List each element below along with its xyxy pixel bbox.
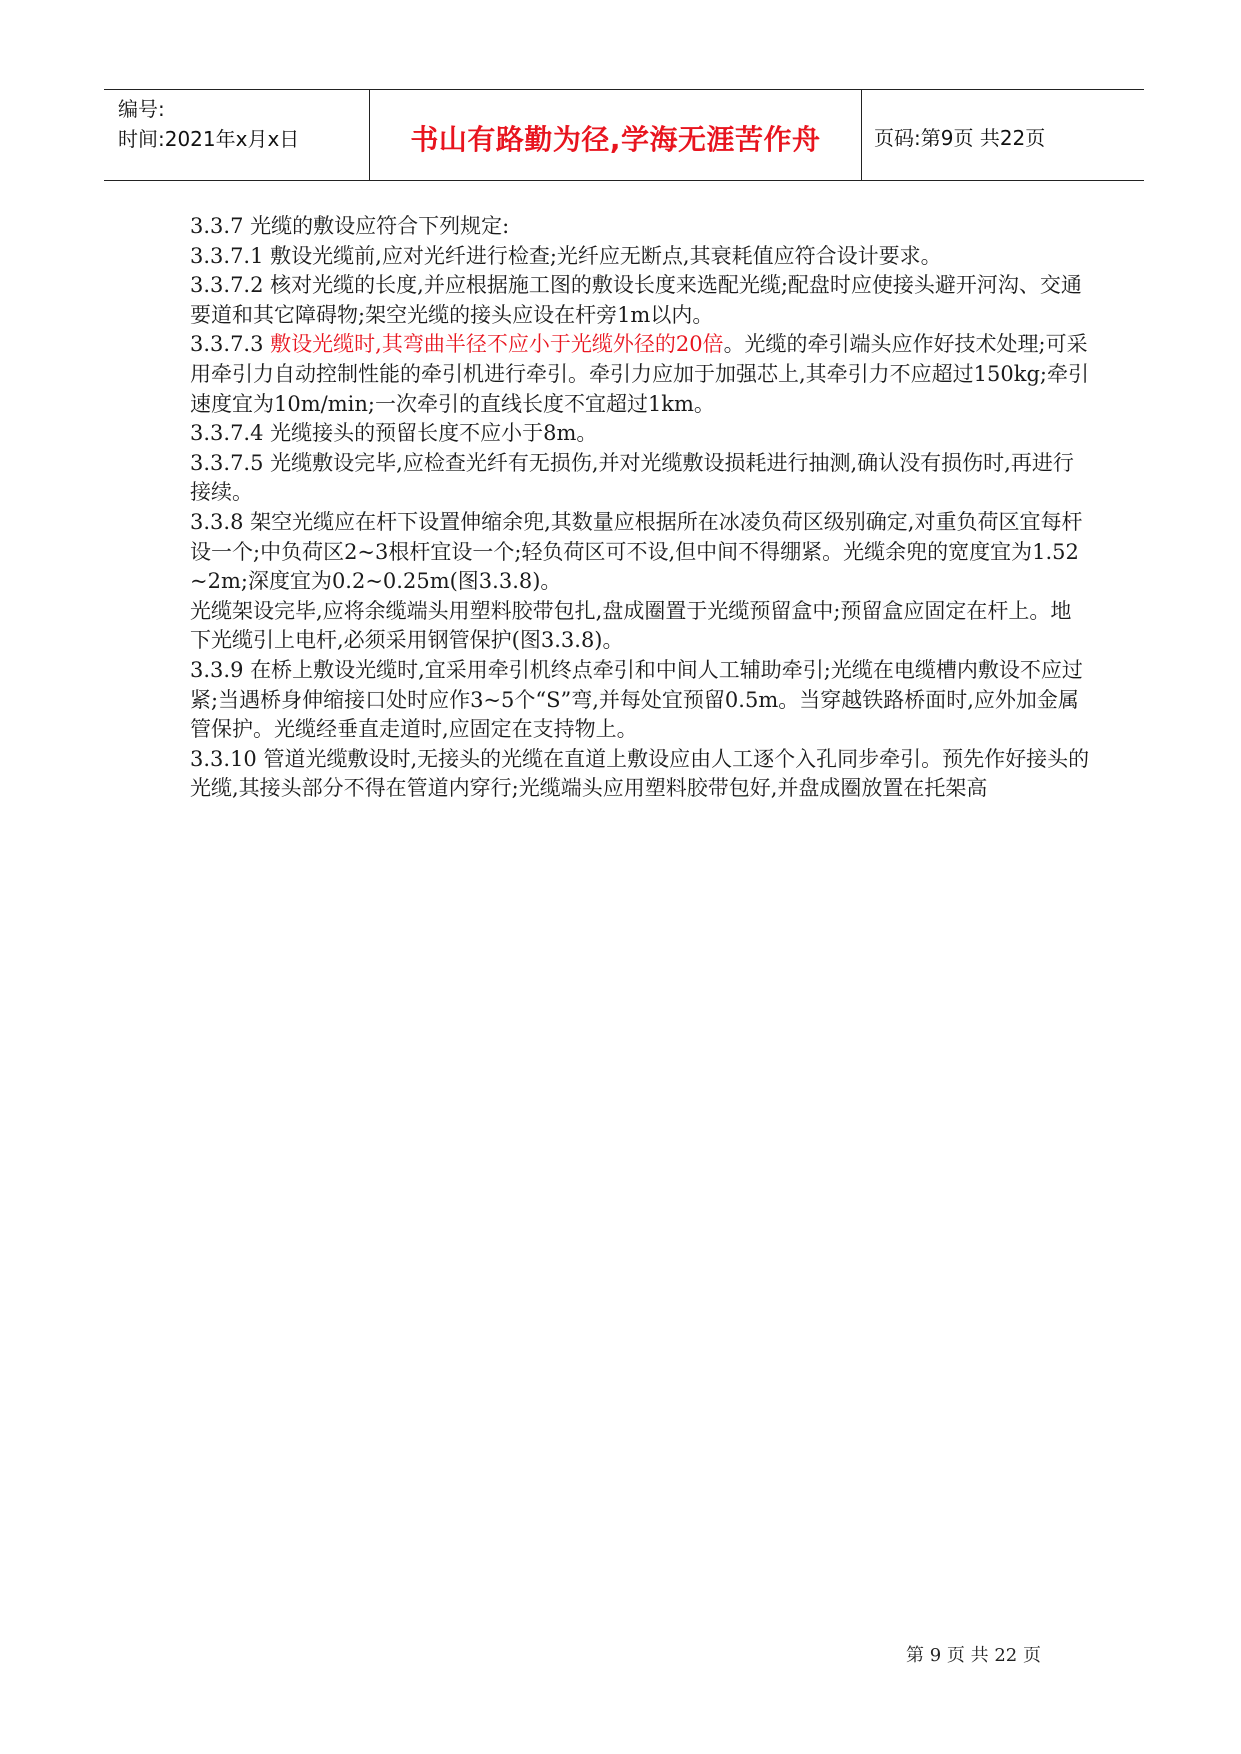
header-divider [861, 90, 862, 180]
serial-number-label: 编号: [118, 97, 165, 121]
paragraph: 3.3.7.4 光缆接头的预留长度不应小于8m。 [190, 421, 598, 446]
clause-number: 3.3.7.3 [190, 332, 271, 357]
page-footer: 第 9 页 共 22 页 [906, 1645, 1041, 1666]
paragraph [190, 330, 1090, 419]
highlighted-text: 敷设光缆时,其弯曲半径不应小于光缆外径的20倍 [270, 332, 724, 357]
header-meta [118, 94, 299, 154]
paragraph-text: 。光缆的牵引端头应作好技术处理;可采用牵引力自动控制性能的牵引机进行牵引。牵引力应加于加强芯上,其牵引力不应超过150kg;牵引速度宜为10m/min;一次牵引的直线长度不宜超过1km。 [190, 332, 1089, 416]
paragraph: 3.3.7.1 敷设光缆前,应对光纤进行检查;光纤应无断点,其衰耗值应符合设计要求。 [190, 243, 942, 268]
paragraph: 3.3.7.5 光缆敷设完毕,应检查光纤有无损伤,并对光缆敷设损耗进行抽测,确认没有损伤时,再进行接续。 [190, 450, 1074, 505]
header-motto: 书山有路勤为径,学海无涯苦作舟 [410, 123, 821, 156]
header-page-number: 页码:第9页 共22页 [874, 126, 1046, 150]
paragraph: 3.3.7 光缆的敷设应符合下列规定: [190, 214, 510, 238]
time-label: 时间:2021年x月x日 [118, 127, 300, 151]
page-header [104, 89, 1144, 181]
document-body [190, 212, 1090, 804]
paragraph: 3.3.9 在桥上敷设光缆时,宜采用牵引机终点牵引和中间人工辅助牵引;光缆在电缆槽内敷设不应过紧;当遇桥身伸缩接口处时应作3~5个“S”弯,并每处宜预留0.5m。当穿越铁路桥面时,应外加金属管保护。光缆经垂直走道时,应固定在支持物上。 [190, 657, 1083, 742]
paragraph: 光缆架设完毕,应将余缆端头用塑料胶带包扎,盘成圈置于光缆预留盒中;预留盒应固定在杆上。地下光缆引上电杆,必须采用钢管保护(图3.3.8)。 [190, 598, 1072, 653]
paragraph: 3.3.10 管道光缆敷设时,无接头的光缆在直道上敷设应由人工逐个入孔同步牵引。预先作好接头的光缆,其接头部分不得在管道内穿行;光缆端头应用塑料胶带包好,并盘成圈放置在托架高 [190, 746, 1090, 801]
paragraph: 3.3.7.2 核对光缆的长度,并应根据施工图的敷设长度来选配光缆;配盘时应使接头避开河沟、交通要道和其它障碍物;架空光缆的接头应设在杆旁1m以内。 [190, 273, 1082, 327]
paragraph: 3.3.8 架空光缆应在杆下设置伸缩余兜,其数量应根据所在冰凌负荷区级别确定,对重负荷区宜每杆设一个;中负荷区2~3根杆宜设一个;轻负荷区可不设,但中间不得绷紧。光缆余兜的宽度宜为1.52~2m;深度宜为0.2~0.25m(图3.3.8)。 [190, 509, 1083, 594]
